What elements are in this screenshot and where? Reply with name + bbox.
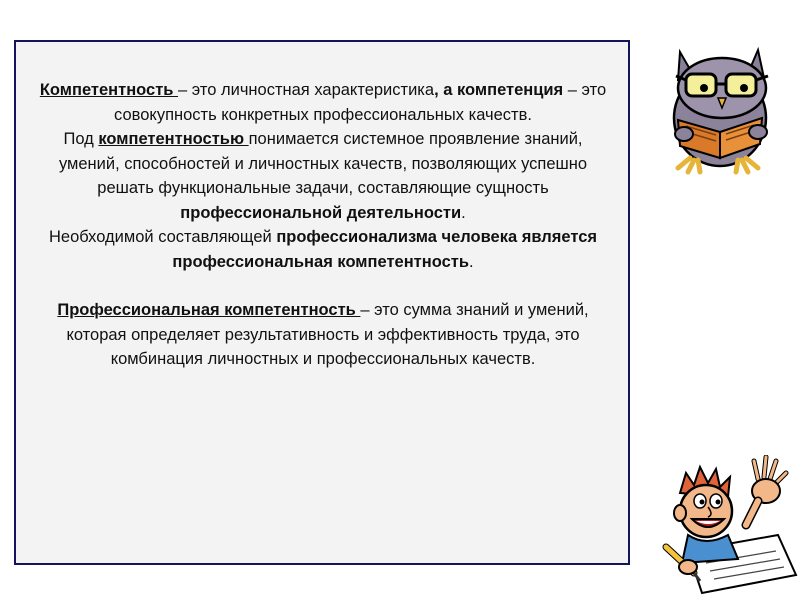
paragraph-professional-competence: [38, 298, 608, 372]
spacer: [38, 274, 608, 298]
professionalism-statement: профессионализма человека является профессиональная компетентность: [172, 228, 598, 271]
paragraph-professionalism: [38, 225, 608, 274]
main-text: [38, 78, 608, 372]
p2-mid: понимается системное проявление знаний, умений, способностей и личностных качеств, позволяющих успешно решать функциональные задачи, составляющие сущность: [58, 130, 588, 197]
professional-activity: профессиональной деятельности: [180, 203, 462, 222]
content-frame: [14, 40, 630, 565]
p3-end: .: [468, 252, 474, 271]
paragraph-definition-competence: [38, 78, 608, 127]
comma-and: , а: [434, 81, 453, 99]
professional-competence-definition: – это сумма знаний и умений, которая определяет результативность и эффективность труда, это комбинация личностных и профессиональных качеств.: [66, 301, 589, 368]
term-competency: компетенция: [457, 81, 564, 99]
owl-reading-book-illustration: [650, 40, 790, 175]
p2-lead: Под: [63, 130, 99, 148]
p2-end: .: [461, 203, 466, 222]
term-competence-instrumental: компетентностью: [98, 130, 249, 148]
boy-waving-writing-illustration: [658, 455, 800, 600]
term-competence: Компетентность: [39, 81, 179, 99]
paragraph-competence-meaning: [38, 127, 608, 225]
dash-text: – это личностная характеристика: [178, 81, 435, 99]
term-professional-competence: Профессиональная компетентность: [57, 301, 361, 319]
p3-lead: Необходимой составляющей: [48, 228, 277, 246]
competency-definition: – это совокупность конкретных профессиональных качеств.: [114, 81, 607, 124]
